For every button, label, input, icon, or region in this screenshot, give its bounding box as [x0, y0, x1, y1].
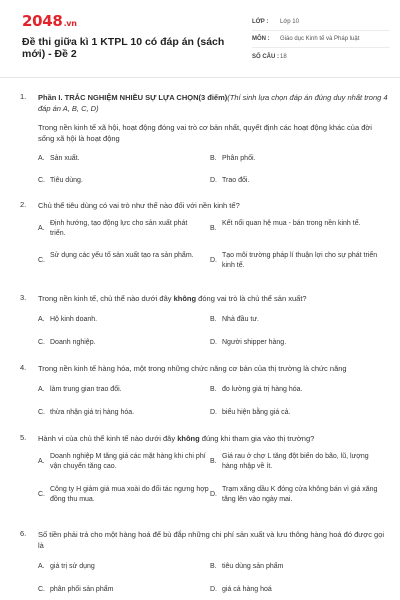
question-text: Số tiền phải trả cho một hàng hoá để bù đắp những chi phí sản xuất và lưu thông hàng hoá đó được gọi là — [38, 530, 385, 550]
question-emphasis: không — [173, 294, 197, 303]
option-text: Sản xuất. — [50, 155, 80, 162]
site-logo[interactable] — [22, 12, 77, 30]
meta-row-class — [252, 14, 390, 31]
option-letter: A. — [38, 563, 45, 570]
question-number: 4. — [20, 363, 27, 372]
option-letter: C. — [38, 257, 45, 264]
option-text: Định hướng, tạo động lực cho sản xuất phát triển. — [50, 220, 188, 237]
question-number: 2. — [20, 200, 27, 209]
question-text-part: đúng khi tham gia vào thị trường? — [199, 434, 315, 443]
question-number: 3. — [20, 293, 27, 302]
option-text: phân phối sản phẩm — [50, 586, 114, 593]
page-header — [0, 0, 400, 78]
meta-value: Lớp 10 — [280, 19, 299, 25]
option-text: đo lường giá trị hàng hóa. — [222, 386, 303, 393]
option-letter: D. — [210, 491, 217, 498]
option-letter: A. — [38, 386, 45, 393]
question-text-part: đóng vai trò là chủ thể sản xuất? — [196, 294, 307, 303]
option-text: làm trung gian trao đổi. — [50, 386, 122, 393]
meta-label: SỐ CÂU : — [252, 53, 279, 60]
option-letter: A. — [38, 225, 45, 232]
option-letter: B. — [210, 386, 217, 393]
option-text: thừa nhận giá trị hàng hóa. — [50, 409, 135, 416]
option-letter: A. — [38, 316, 45, 323]
meta-row-subject — [252, 31, 390, 48]
question-emphasis: không — [177, 434, 200, 443]
option-letter: B. — [210, 563, 217, 570]
question-text — [38, 293, 388, 304]
option-text: biểu hiện bằng giá cả. — [222, 409, 291, 416]
option-text: giá trị sử dụng — [50, 563, 95, 570]
option-text: Người shipper hàng. — [222, 339, 287, 346]
question-number: 5. — [20, 433, 27, 442]
exam-title: Đề thi giữa kì 1 KTPL 10 có đáp án (sách mới) - Đề 2 — [22, 36, 225, 60]
option-letter: B. — [210, 316, 217, 323]
option-letter: B. — [210, 225, 217, 232]
question-text: Chủ thể tiêu dùng có vai trò như thế nào đối với nền kinh tế? — [38, 201, 240, 210]
option-text: Tạo môi trường pháp lí thuận lợi cho sự phát triển kinh tế. — [222, 252, 378, 269]
meta-row-count — [252, 48, 390, 65]
option-letter: B. — [210, 458, 217, 465]
option-text: Giá rau ở chợ L tăng đột biến do bão, lũ, lượng hàng nhập về ít. — [222, 453, 369, 470]
option-text: Phân phối. — [222, 155, 256, 162]
part-title: Phần I. TRẮC NGHIỆM NHIỀU SỰ LỰA CHỌN(3 điểm) — [38, 93, 228, 102]
option-text: Kết nối quan hệ mua - bán trong nền kinh tế. — [222, 220, 361, 227]
option-text: Doanh nghiệp M tăng giá các mặt hàng khi chi phí vận chuyển tăng cao. — [50, 453, 206, 470]
option-text: Doanh nghiệp. — [50, 339, 96, 346]
option-letter: C. — [38, 409, 45, 416]
question-text-part: Trong nền kinh tế, chủ thể nào dưới đây — [38, 294, 174, 303]
logo-text: 2048 — [22, 12, 63, 30]
question-number: 6. — [20, 529, 27, 538]
option-letter: D. — [210, 586, 217, 593]
option-letter: D. — [210, 177, 217, 184]
option-text: Sử dụng các yếu tố sản xuất tạo ra sản phẩm. — [50, 252, 194, 259]
option-text: Trạm xăng dầu K đóng cửa không bán vì giá xăng tăng lên vào ngày mai. — [222, 486, 378, 503]
option-letter: C. — [38, 177, 45, 184]
option-letter: D. — [210, 339, 217, 346]
option-letter: C. — [38, 586, 45, 593]
question-text: Trong nền kinh tế hàng hóa, một trong những chức năng cơ bản của thị trường là chức năng — [38, 364, 347, 373]
meta-label: MÔN : — [252, 36, 270, 42]
option-letter: C. — [38, 339, 45, 346]
question-text-part: Hành vi của chủ thể kinh tế nào dưới đây — [38, 434, 178, 443]
option-text: tiêu dùng sản phẩm — [222, 563, 284, 570]
logo-suffix: .vn — [63, 19, 77, 28]
option-text: Hộ kinh doanh. — [50, 316, 98, 323]
part-heading — [38, 92, 388, 114]
option-letter: D. — [210, 257, 217, 264]
exam-meta-table — [252, 14, 390, 65]
option-letter: A. — [38, 155, 45, 162]
option-letter: D. — [210, 409, 217, 416]
part-instruction: (Thí sinh lựa chọn đáp án đúng duy nhất trong 4 đáp án A, B, C, D) — [38, 93, 388, 113]
question-text: Trong nền kinh tế xã hội, hoạt động đóng vai trò cơ bản nhất, quyết định các hoạt động khác của đời sống xã hội là hoạt động — [38, 123, 372, 143]
option-text: Nhà đầu tư. — [222, 316, 259, 323]
option-letter: A. — [38, 458, 45, 465]
option-letter: C. — [38, 491, 45, 498]
option-letter: B. — [210, 155, 217, 162]
option-text: Công ty H giảm giá mua xoài do đối tác ngưng hợp đồng thu mua. — [50, 486, 209, 503]
option-text: Tiêu dùng. — [50, 177, 83, 184]
option-text: giá cả hàng hoá — [222, 586, 272, 593]
meta-value: Giáo dục Kinh tế và Pháp luật — [280, 36, 360, 42]
meta-value: 18 — [280, 53, 287, 60]
option-text: Trao đổi. — [222, 177, 250, 184]
question-text — [38, 433, 388, 444]
question-number: 1. — [20, 92, 27, 101]
meta-label: LỚP : — [252, 19, 269, 25]
